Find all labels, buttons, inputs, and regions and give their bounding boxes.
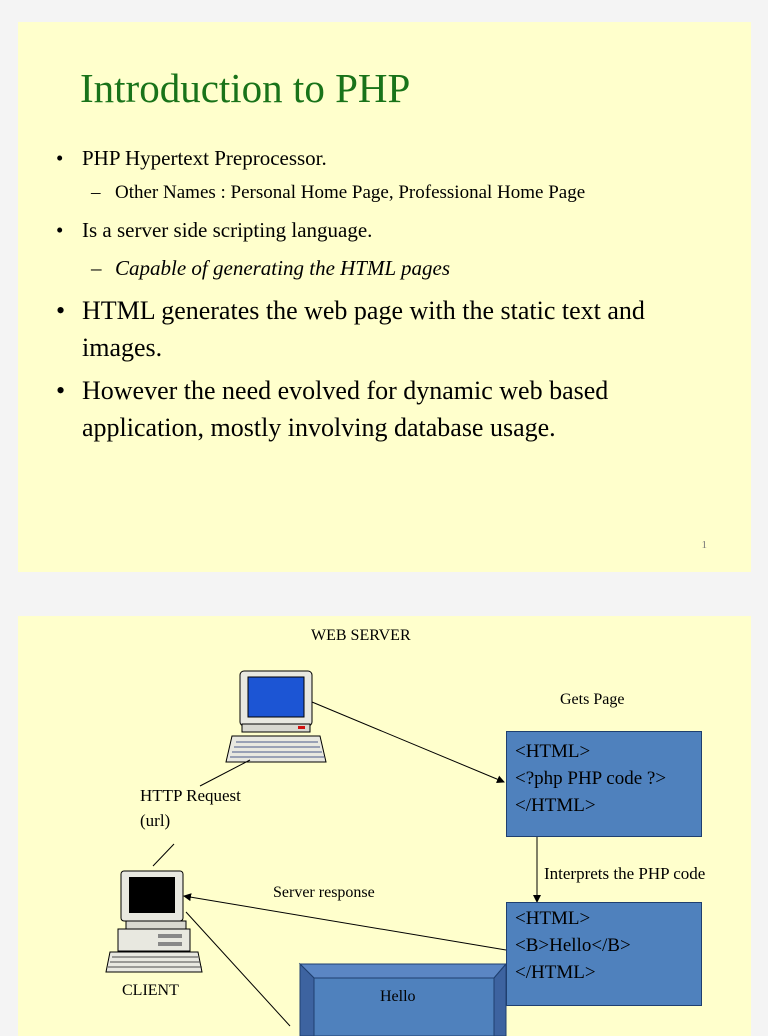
web-server-label: WEB SERVER: [311, 627, 411, 644]
http-request-label: HTTP Request: [140, 786, 241, 805]
bullet-icon: •: [56, 296, 66, 325]
html-output-box: [506, 902, 702, 1006]
server-computer-icon: [226, 671, 326, 762]
bullet-item: • HTML generates the web page with the static text and images.: [56, 292, 736, 372]
dash-icon: –: [91, 256, 102, 280]
code-line: <HTML>: [515, 741, 591, 762]
bullet-item: • PHP Hypertext Preprocessor.: [56, 146, 327, 170]
code-line: <HTML>: [515, 908, 591, 929]
code-line: <?php PHP code ?>: [515, 768, 667, 789]
interprets-label: Interprets the PHP code: [544, 864, 706, 883]
gets-page-arrow: [312, 702, 504, 782]
page-number: 1: [701, 539, 707, 551]
request-connector-lower: [153, 844, 174, 866]
bullet-item: • Is a server side scripting language.: [56, 218, 373, 242]
slide-title: Introduction to PHP: [80, 65, 411, 111]
server-response-arrow: [184, 896, 506, 950]
sub-bullet-item: – Capable of generating the HTML pages: [91, 256, 451, 280]
slide-2: [18, 616, 751, 1036]
slide-1: [18, 22, 751, 572]
code-line: <B>Hello</B>: [515, 935, 631, 956]
bullet-icon: •: [56, 218, 64, 242]
client-label: CLIENT: [122, 982, 179, 999]
bullet-icon: •: [56, 146, 64, 170]
server-response-label: Server response: [273, 884, 375, 901]
gets-page-label: Gets Page: [560, 691, 625, 708]
client-computer-icon: [106, 871, 202, 972]
hello-output-label: Hello: [380, 988, 416, 1005]
php-source-box: [506, 731, 702, 837]
sub-bullet-item: – Other Names : Personal Home Page, Professional Home Page: [91, 182, 586, 203]
request-connector: [200, 760, 250, 786]
code-line: </HTML>: [515, 795, 596, 816]
bullet-item: • However the need evolved for dynamic web based application, mostly involving database usage.: [56, 372, 736, 452]
bullet-icon: •: [56, 376, 66, 405]
dash-icon: –: [91, 182, 101, 203]
http-request-url-label: (url): [140, 811, 171, 830]
code-line: </HTML>: [515, 962, 596, 983]
